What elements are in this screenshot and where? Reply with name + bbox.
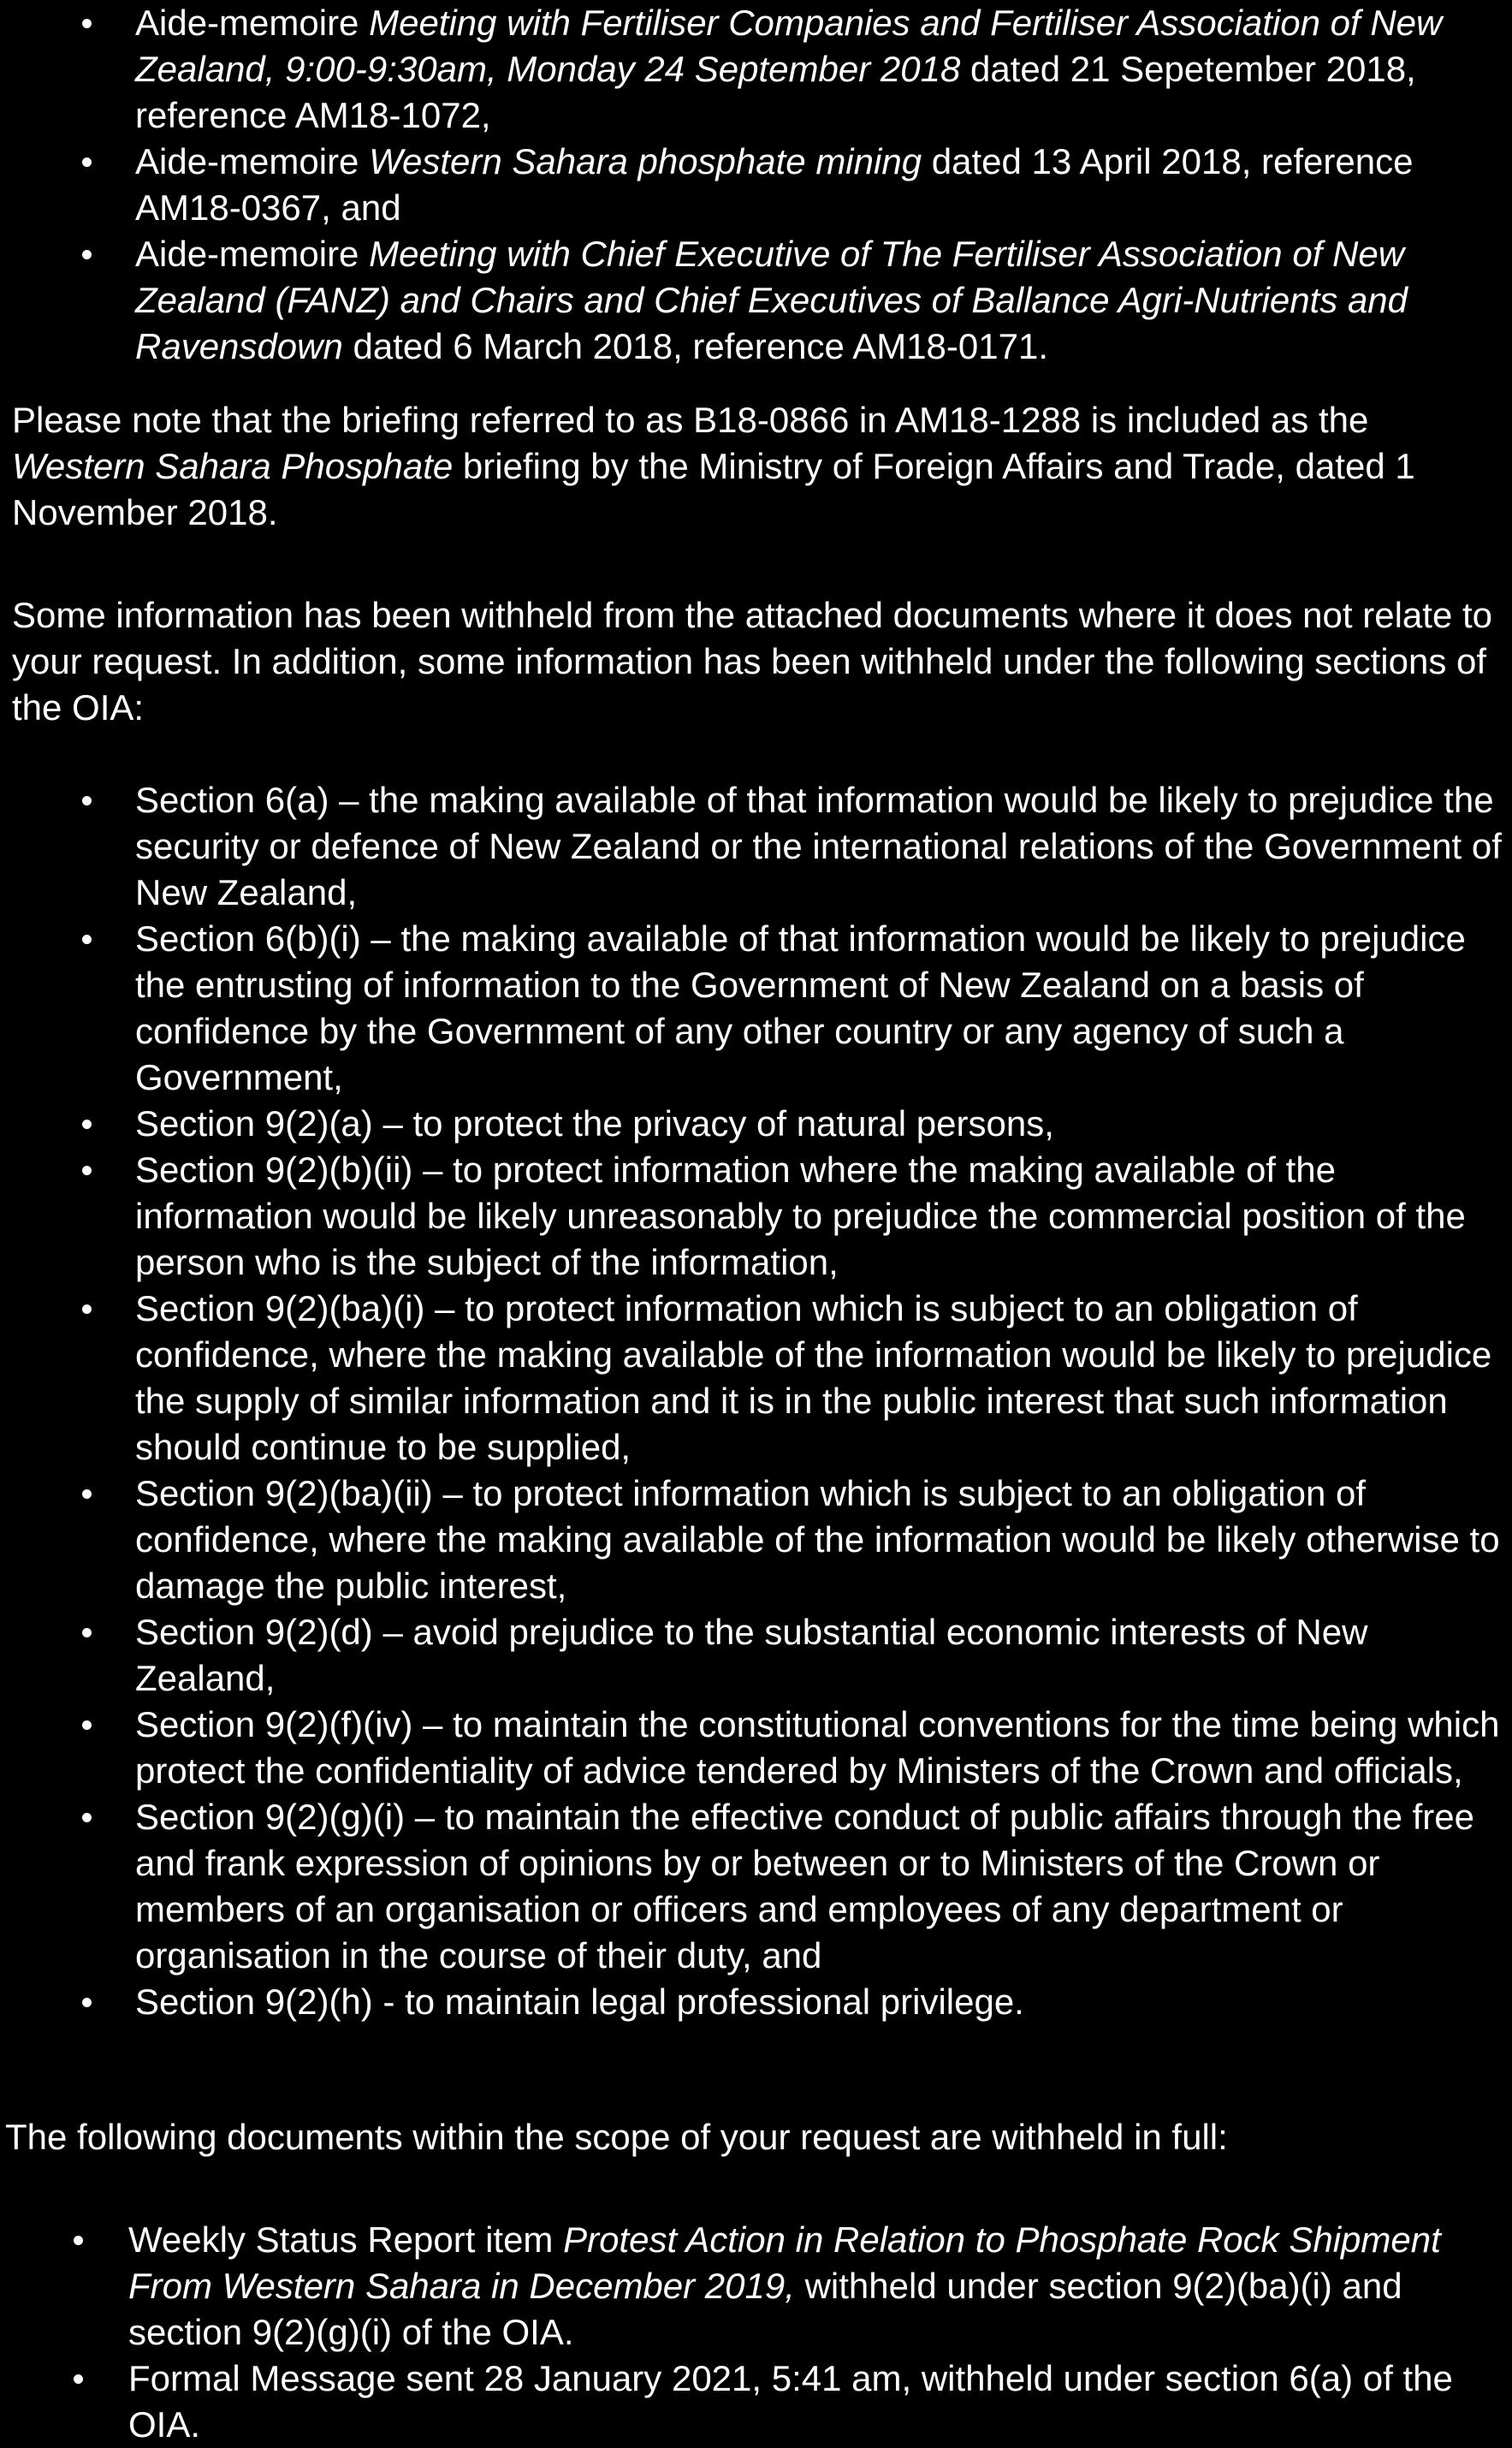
list-item: Section 9(2)(a) – to protect the privacy of natural persons,: [0, 1101, 1512, 1147]
list-item: Section 9(2)(h) - to maintain legal professional privilege.: [0, 1979, 1512, 2025]
withheld-paragraph: Some information has been withheld from the attached documents where it does not relate to your request. In addition, some information has been withheld under the following sections of the OIA:: [12, 595, 1492, 728]
list-item: Section 9(2)(f)(iv) – to maintain the constitutional conventions for the time being which protect the confidentiality of advice tendered by Ministers of the Crown and officials,: [0, 1702, 1512, 1794]
list-item: Weekly Status Report item Protest Action in Relation to Phosphate Rock Shipment From Western Sahara in December 2019, withheld under section 9(2)(ba)(i) and section 9(2)(g)(i) of the OIA.: [0, 2217, 1512, 2356]
list-item: Aide-memoire Meeting with Chief Executive of The Fertiliser Association of New Zealand (FANZ) and Chairs and Chief Executives of Ballance Agri-Nutrients and Ravensdown dated 6 March 2018, reference AM18-0171.: [0, 231, 1512, 370]
list-item: Section 9(2)(ba)(i) – to protect information which is subject to an obligation of confidence, where the making available of the information would be likely to prejudice the supply of similar information and it is in the public interest that such information should continue to be supplied,: [0, 1286, 1512, 1471]
bullet-icon: [82, 1813, 92, 1822]
bullet-icon: [74, 2236, 83, 2245]
bullet-icon: [82, 157, 92, 167]
aide-memoire-list: [0, 0, 1512, 370]
note-paragraph: Please note that the briefing referred to as B18-0866 in AM18-1288 is included as the Western Sahara Phosphate briefing by the Ministry of Foreign Affairs and Trade, dated 1 November 2018.: [12, 400, 1415, 532]
list-item: Aide-memoire Meeting with Fertiliser Companies and Fertiliser Association of New Zealand, 9:00-9:30am, Monday 24 September 2018 dated 21 Sepetember 2018, reference AM18-1072,: [0, 0, 1512, 139]
list-item: Section 9(2)(d) – avoid prejudice to the substantial economic interests of New Zealand,: [0, 1609, 1512, 1702]
list-item: Section 9(2)(ba)(ii) – to protect information which is subject to an obligation of confidence, where the making available of the information would be likely otherwise to damage the public interest,: [0, 1471, 1512, 1609]
list-item: Section 6(b)(i) – the making available of that information would be likely to prejudice the entrusting of information to the Government of New Zealand on a basis of confidence by the Government of any other country or any agency of such a Government,: [0, 916, 1512, 1101]
withheld-documents-list: [0, 2217, 1512, 2448]
bullet-icon: [82, 1120, 92, 1129]
bullet-icon: [74, 2374, 83, 2384]
bullet-icon: [82, 796, 92, 805]
bullet-icon: [82, 1489, 92, 1499]
bullet-icon: [82, 19, 92, 28]
list-item: Aide-memoire Western Sahara phosphate mining dated 13 April 2018, reference AM18-0367, and: [0, 139, 1512, 231]
bullet-icon: [82, 1720, 92, 1730]
oia-sections-list: [0, 777, 1512, 2025]
bullet-icon: [82, 935, 92, 944]
list-item: Section 9(2)(b)(ii) – to protect information where the making available of the information would be likely unreasonably to prejudice the commercial position of the person who is the subject of the information,: [0, 1147, 1512, 1286]
withheld-in-full-paragraph: The following documents within the scope of your request are withheld in full:: [5, 2117, 1228, 2157]
bullet-icon: [82, 250, 92, 259]
bullet-icon: [82, 1304, 92, 1314]
list-item: Formal Message sent 28 January 2021, 5:41 am, withheld under section 6(a) of the OIA.: [0, 2356, 1512, 2448]
bullet-icon: [82, 1628, 92, 1637]
bullet-icon: [82, 1166, 92, 1175]
list-item: Section 6(a) – the making available of that information would be likely to prejudice the security or defence of New Zealand or the international relations of the Government of New Zealand,: [0, 777, 1512, 916]
list-item: Section 9(2)(g)(i) – to maintain the effective conduct of public affairs through the free and frank expression of opinions by or between or to Ministers of the Crown or members of an organisation or officers and employees of any department or organisation in the course of their duty, and: [0, 1794, 1512, 1979]
bullet-icon: [82, 1998, 92, 2007]
